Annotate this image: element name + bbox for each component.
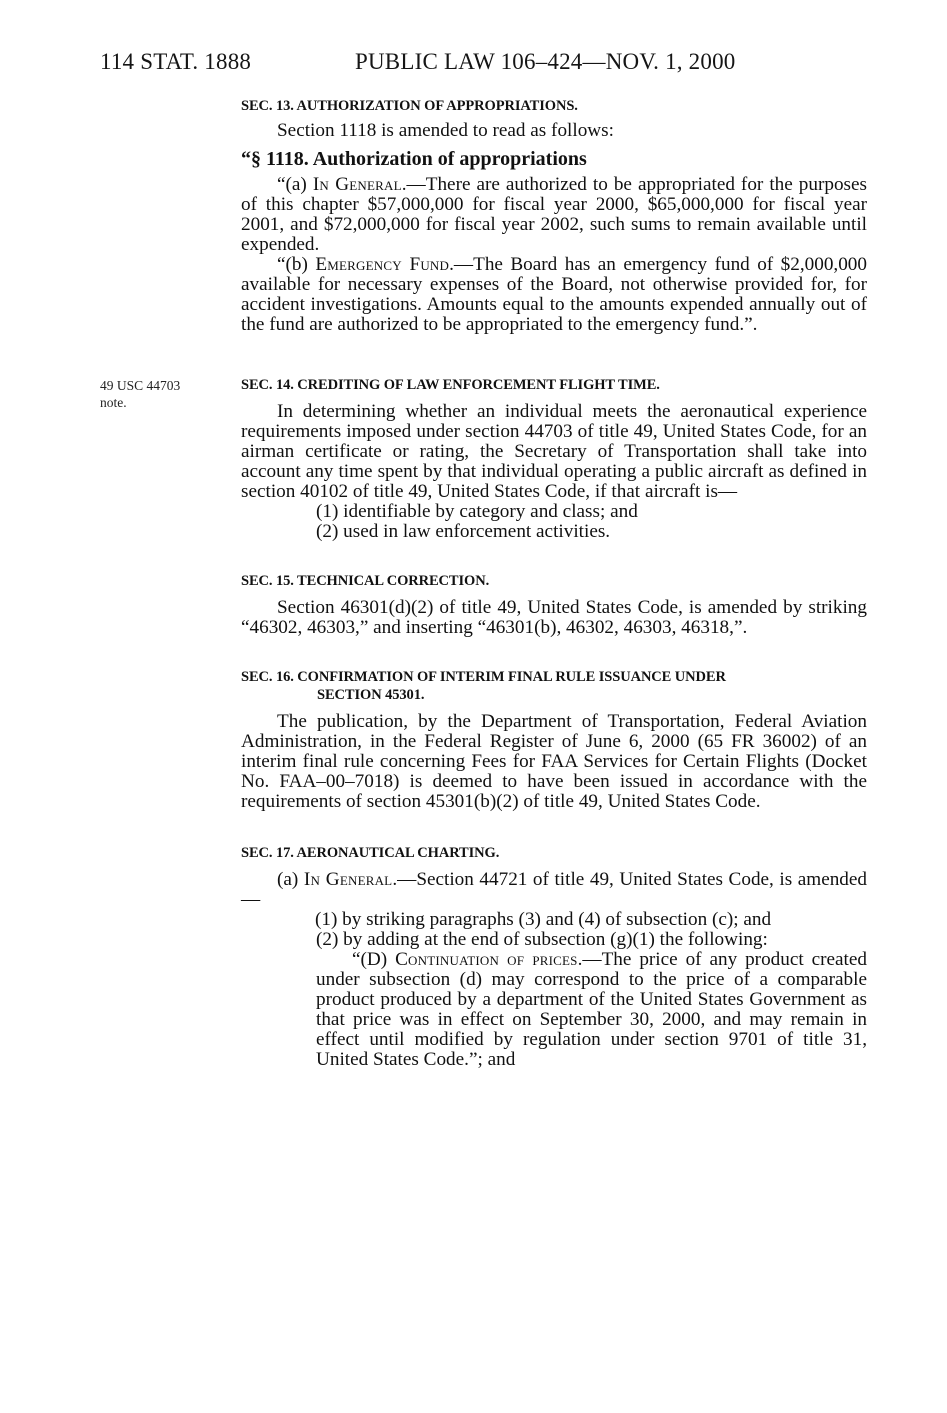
paragraph-d-text: .—The price of any product created under subsection (d) may correspond to the price of a comparable product produced by a department of the United States Government as that price was in effect on September 30, 2000, and may remain in effect until modified by regulation under section 9701 of title 31, United States Code.”; and [316,949,867,1070]
margin-note-suffix: note. [100,395,127,410]
paragraph-d-label: “(D) [352,949,396,970]
paragraph-d-title: Continuation of prices [395,949,578,970]
subsection-a-title: In General [312,174,402,195]
section-17-a-label: (a) [277,869,304,890]
subsection-b-title: Emergency Fund [315,254,450,275]
section-16 [241,668,867,812]
section-17-item-1: (1) by striking paragraphs (3) and (4) of subsection (c); and [315,909,772,930]
public-law-header: PUBLIC LAW 106–424—NOV. 1, 2000 [355,49,736,74]
section-1118-heading: “§ 1118. Authorization of appropriations [241,148,587,170]
section-14 [241,376,867,542]
section-14-text: In determining whether an individual meets the aeronautical experience requirements imposed under section 44703 of title 49, United States Code, for an airman certificate or rating, the Secretary of Transportation shall take into account any time spent by that individual operating a public aircraft as defined in section 40102 of title 49, United States Code, if that aircraft is— [241,401,867,502]
section-17 [241,844,867,1070]
subsection-a-text: .—There are authorized to be appropriated for the purposes of this chapter $57,000,000 for fiscal year 2000, $65,000,000 for fiscal year 2001, and $72,000,000 for fiscal year 2002, such sums to remain available until expended. [241,174,867,255]
subsection-b-label: “(b) [277,254,316,275]
section-13-heading: SEC. 13. AUTHORIZATION OF APPROPRIATIONS. [241,98,578,114]
section-14-item-2: (2) used in law enforcement activities. [316,521,611,542]
section-17-a-text: .—Section 44721 of title 49, United States Code, is amended— [241,869,868,910]
section-16-heading-line-1: SEC. 16. CONFIRMATION OF INTERIM FINAL RULE ISSUANCE UNDER [241,669,726,685]
section-14-item-1: (1) identifiable by category and class; and [316,501,638,522]
section-14-heading: SEC. 14. CREDITING OF LAW ENFORCEMENT FLIGHT TIME. [241,377,660,393]
section-17-heading: SEC. 17. AERONAUTICAL CHARTING. [241,845,500,861]
section-17-a-title: In General [303,869,393,890]
margin-note [100,377,220,411]
section-16-heading-line-2: SECTION 45301. [317,687,425,703]
section-15-text: Section 46301(d)(2) of title 49, United States Code, is amended by striking “46302, 46303,” and inserting “46301(b), 46302, 46303, 46318,”. [241,597,867,638]
margin-note-citation: 49 USC 44703 [100,378,181,393]
section-15 [241,572,867,638]
page-number-header: 114 STAT. 1888 [100,49,252,74]
section-15-heading: SEC. 15. TECHNICAL CORRECTION. [241,573,490,589]
section-16-text: The publication, by the Department of Transportation, Federal Aviation Administration, in the Federal Register of June 6, 2000 (65 FR 36002) of an interim final rule concerning Fees for FAA Services for Certain Flights (Docket No. FAA–00–7018) is deemed to have been issued in accordance with the requirements of section 45301(b)(2) of title 49, United States Code. [241,711,867,812]
section-13 [241,97,867,335]
subsection-b-text: .—The Board has an emergency fund of $2,000,000 available for necessary expenses of the Board, not otherwise provided for, for accident investigations. Amounts equal to the amounts expended annually out of the fund are authorized to be appropriated to the emergency fund.”. [241,254,867,335]
subsection-a-label: “(a) [277,174,313,195]
section-17-paragraph-d [241,950,867,1070]
section-17-subsection-a [241,870,867,910]
section-13-intro: Section 1118 is amended to read as follows: [277,120,614,141]
section-1118-subsection-b [241,255,867,335]
section-17-item-2: (2) by adding at the end of subsection (g)(1) the following: [316,929,768,950]
section-1118-subsection-a [241,175,867,255]
